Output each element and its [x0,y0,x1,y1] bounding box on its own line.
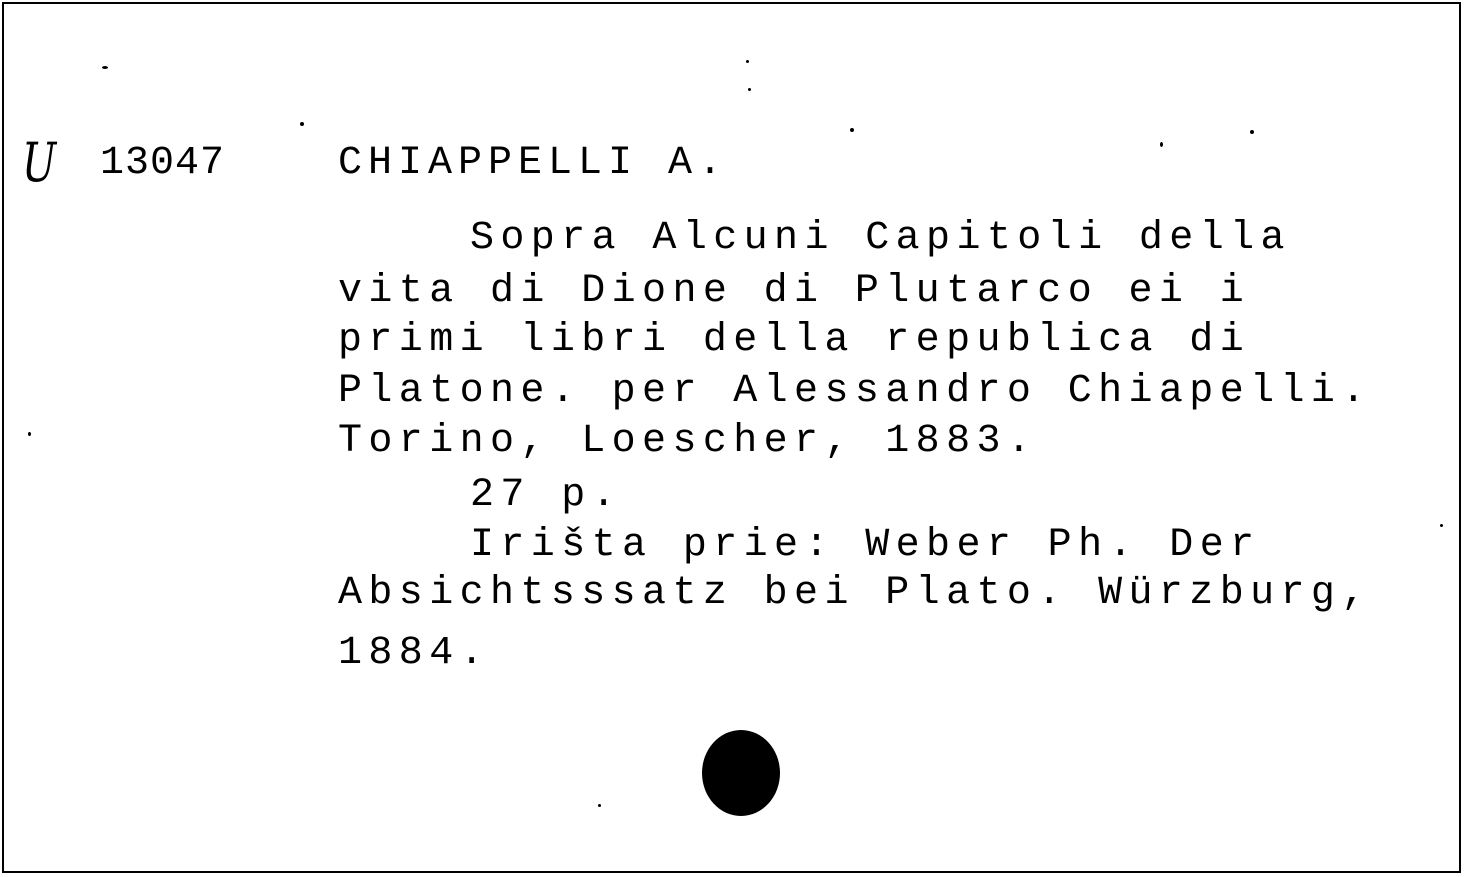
punch-hole [702,730,780,816]
note-line-2: Absichtsssatz bei Plato. Würzburg, [338,571,1372,616]
note-line-1: Irišta prie: Weber Ph. Der [470,523,1261,568]
catalog-card [2,2,1461,873]
scan-speck [598,804,601,807]
scan-speck [850,128,854,132]
scan-speck [300,122,304,126]
title-line-4: Platone. per Alessandro Chiapelli. [338,369,1372,414]
scan-speck [1440,524,1443,527]
scan-speck [1160,142,1163,147]
scan-speck [1250,130,1254,134]
title-line-3: primi libri della republica di [338,318,1251,363]
scan-speck [28,432,31,436]
title-line-2: vita di Dione di Plutarco ei i [338,269,1251,314]
scan-speck [746,60,749,63]
title-line-1: Sopra Alcuni Capitoli della [470,216,1291,261]
scan-speck [102,66,108,69]
scan-speck [748,88,751,91]
note-line-3: 1884. [338,631,491,676]
author-heading: CHIAPPELLI A. [338,141,729,186]
call-mark-letter: U [22,131,57,194]
pagination-line: 27 p. [470,473,623,518]
imprint-line: Torino, Loescher, 1883. [338,419,1038,464]
call-number: 13047 [100,141,226,186]
